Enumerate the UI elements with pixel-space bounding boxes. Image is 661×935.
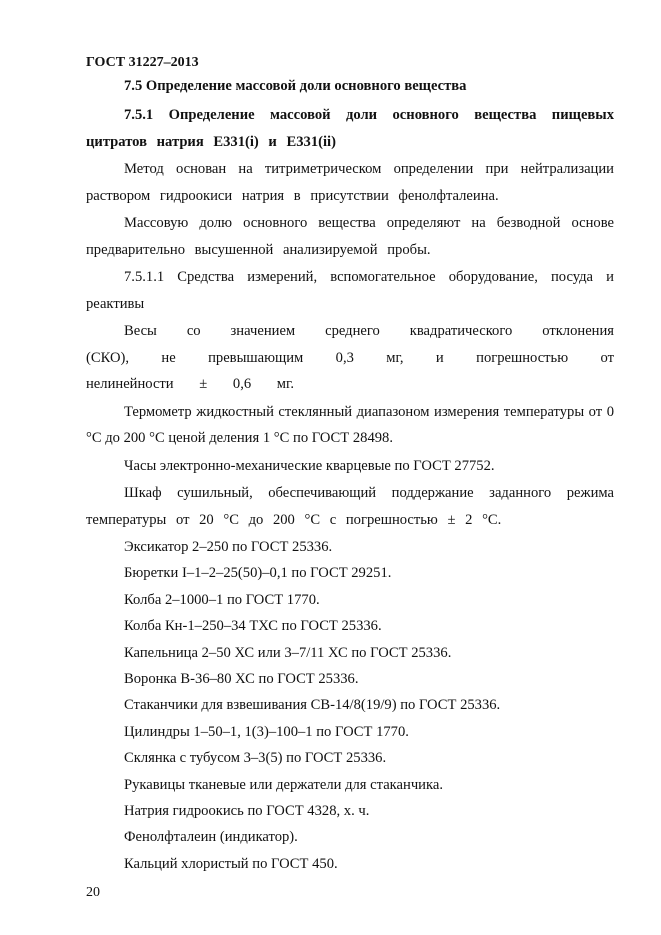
section-title: 7.5 Определение массовой доли основного вещества (124, 78, 467, 94)
list-item: Фенолфталеин (индикатор). (124, 829, 298, 846)
paragraph-mass-fraction: Массовую долю основного вещества определяют на безводной основе предварительно высушенной анализируемой пробы. (86, 215, 614, 258)
document-header: ГОСТ 31227–2013 (86, 55, 199, 70)
paragraph-oven: Шкаф сушильный, обеспечивающий поддержание заданного режима температуры от 20 °С до 200 °С с погрешностью ± 2 °С. (86, 485, 614, 528)
equipment-list (86, 534, 614, 877)
list-item: Капельница 2–50 ХС или 3–7/11 ХС по ГОСТ 25336. (124, 644, 452, 661)
list-item: Воронка В-36–80 ХС по ГОСТ 25336. (124, 671, 359, 688)
document-page (86, 52, 614, 877)
list-item: Натрия гидроокись по ГОСТ 4328, х. ч. (124, 803, 370, 820)
list-item: Колба 2–1000–1 по ГОСТ 1770. (124, 591, 320, 608)
subsection-title: 7.5.1 Определение массовой доли основного вещества пищевых цитратов натрия Е331(i) и Е331(ii) (86, 107, 614, 150)
paragraph-thermometer: Термометр жидкостный стеклянный диапазоном измерения температуры от 0 °С до 200 °С ценой деления 1 °С по ГОСТ 28498. (86, 403, 614, 446)
page-number: 20 (86, 885, 100, 900)
list-item: Колба Кн-1–250–34 ТХС по ГОСТ 25336. (124, 618, 382, 635)
list-item: Рукавицы тканевые или держатели для стаканчика. (124, 776, 443, 793)
list-item: Кальций хлористый по ГОСТ 450. (124, 855, 338, 872)
list-item: Цилиндры 1–50–1, 1(3)–100–1 по ГОСТ 1770. (124, 723, 409, 740)
list-item: Эксикатор 2–250 по ГОСТ 25336. (124, 539, 333, 555)
list-item: Бюретки I–1–2–25(50)–0,1 по ГОСТ 29251. (124, 565, 392, 582)
paragraph-method: Метод основан на титриметрическом определении при нейтрализации раствором гидроокиси натрия в присутствии фенолфталеина. (86, 161, 614, 204)
list-item: Стаканчики для взвешивания СВ-14/8(19/9) по ГОСТ 25336. (124, 697, 501, 714)
paragraph-clock: Часы электронно-механические кварцевые по ГОСТ 27752. (124, 457, 495, 474)
list-item: Склянка с тубусом 3–3(5) по ГОСТ 25336. (124, 750, 387, 767)
clause-7511: 7.5.1.1 Средства измерений, вспомогательное оборудование, посуда и реактивы (86, 269, 614, 312)
paragraph-scales: Весы со значением среднего квадратического отклонения (СКО), не превышающим 0,3 мг, и погрешностью от нелинейности ± 0,6 мг. (86, 323, 614, 392)
